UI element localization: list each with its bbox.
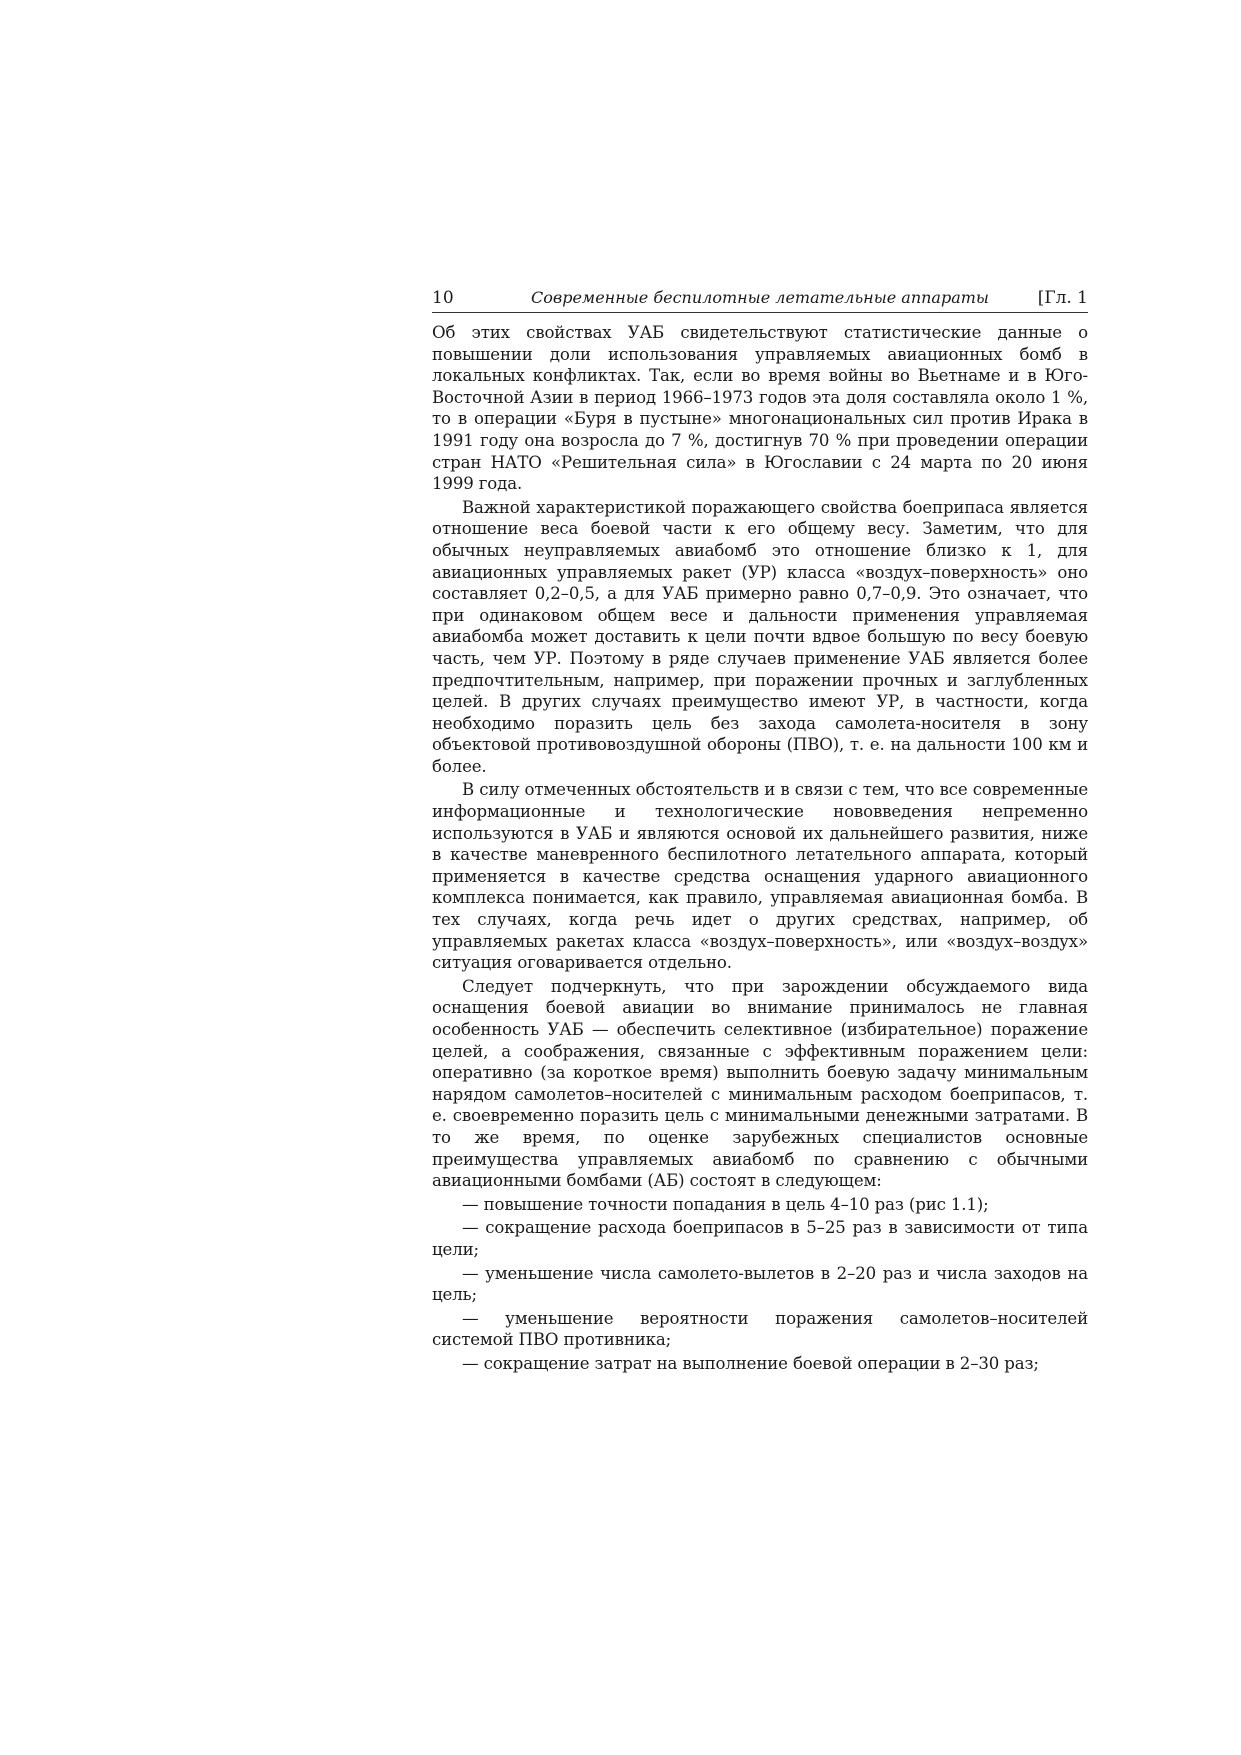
body-text [432, 322, 1088, 1375]
list-item-sorties: — уменьшение числа самолето-вылетов в 2–20 раз и числа заходов на цель; [432, 1263, 1088, 1305]
book-page [432, 286, 1088, 1375]
page-number: 10 [432, 288, 454, 308]
running-header [432, 286, 1088, 313]
paragraph-1: Об этих свойствах УАБ свидетельствуют статистические данные о повышении доли использования управляемых авиационных бомб в локальных конфликтах. Так, если во время войны во Вьетнаме и в Юго-Восточной Азии в период 1966–1973 годов эта доля составляла около 1 %, то в операции «Буря в пустыне» многонациональных сил против Ирака в 1991 году она возросла до 7 %, достигнув 70 % при проведении операции стран НАТО «Решительная сила» в Югославии с 24 марта по 20 июня 1999 года. [432, 323, 1088, 494]
paragraph-2: Важной характеристикой поражающего свойства боеприпаса является отношение веса боевой части к его общему весу. Заметим, что для обычных неуправляемых авиабомб это отношение близко к 1, для авиационных управляемых ракет (УР) класса «воздух–поверхность» оно составляет 0,2–0,5, а для УАБ примерно равно 0,7–0,9. Это означает, что при одинаковом общем весе и дальности применения управляемая авиабомба может доставить к цели почти вдвое большую по весу боевую часть, чем УР. Поэтому в ряде случаев применение УАБ является более предпочтительным, например, при поражении прочных и заглубленных целей. В других случаях преимущество имеют УР, в частности, когда необходимо поразить цель без захода самолета-носителя в зону объектовой противовоздушной обороны (ПВО), т. е. на дальности 100 км и более. [432, 497, 1088, 776]
running-title: Современные беспилотные летательные аппараты [531, 288, 989, 307]
paragraph-4: Следует подчеркнуть, что при зарождении обсуждаемого вида оснащения боевой авиации во внимание принималось не главная особенность УАБ — обеспечить селективное (избирательное) поражение целей, а соображения, связанные с эффективным поражением цели: оперативно (за короткое время) выполнить боевую задачу минимальным нарядом самолетов–носителей с минимальным расходом боеприпасов, т. е. своевременно поразить цель с минимальными денежными затратами. В то же время, по оценке зарубежных специалистов основные преимущества управляемых авиабомб по сравнению с обычными авиационными бомбами (АБ) состоят в следующем: [432, 976, 1088, 1191]
paragraph-3: В силу отмеченных обстоятельств и в связи с тем, что все современные информационные и технологические нововведения непременно используются в УАБ и являются основой их дальнейшего развития, ниже в качестве маневренного беспилотного летательного аппарата, который применяется в качестве средства оснащения ударного авиационного комплекса понимается, как правило, управляемая авиационная бомба. В тех случаях, когда речь идет о других средствах, например, об управляемых ракетах класса «воздух–поверхность», или «воздух–воздух» ситуация оговаривается отдельно. [432, 780, 1088, 973]
chapter-label: [Гл. 1 [1037, 288, 1088, 308]
list-item-accuracy: — повышение точности попадания в цель 4–10 раз (рис 1.1); [462, 1194, 989, 1214]
list-item-losses: — уменьшение вероятности поражения самолетов–носителей системой ПВО противника; [432, 1308, 1088, 1350]
list-item-costs: — сокращение затрат на выполнение боевой операции в 2–30 раз; [462, 1353, 1039, 1373]
list-item-munitions: — сокращение расхода боеприпасов в 5–25 раз в зависимости от типа цели; [432, 1218, 1088, 1259]
